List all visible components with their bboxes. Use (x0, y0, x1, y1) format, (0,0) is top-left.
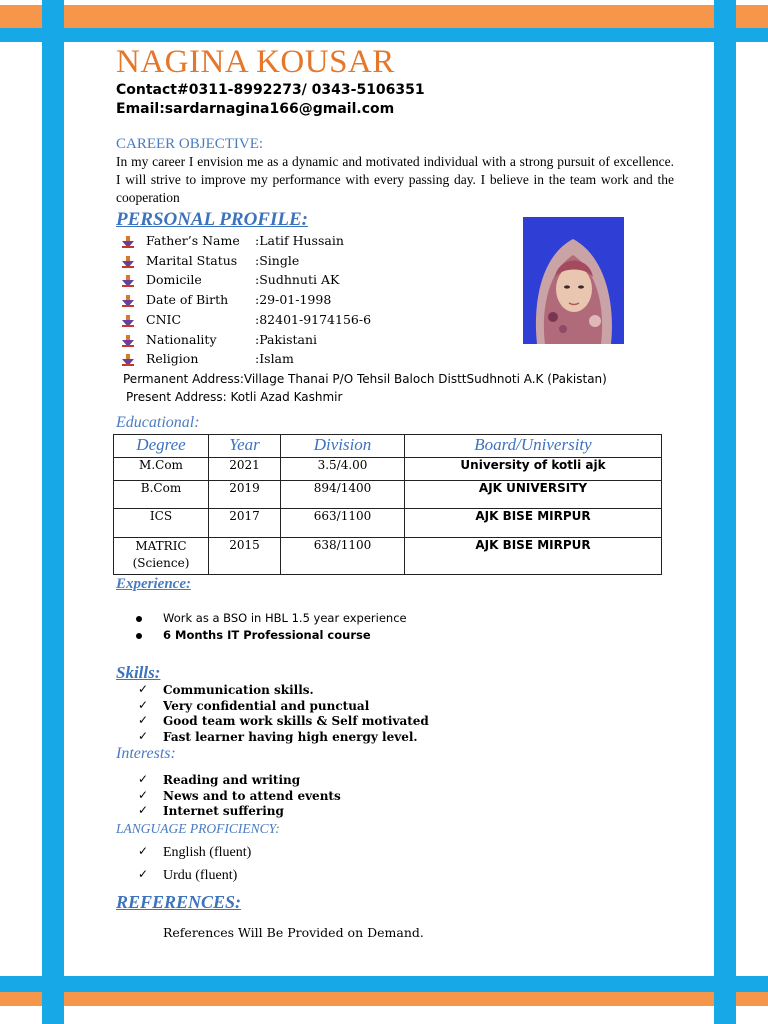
frame-bottom-orange (0, 992, 768, 1006)
profile-label: Father’s Name (146, 233, 240, 248)
profile-value: :Islam (255, 351, 294, 367)
language-heading: LANGUAGE PROFICIENCY: (116, 821, 280, 836)
dot-bullet-icon (136, 616, 142, 622)
degree-cell: MATRIC (Science) (114, 538, 209, 575)
table-row (114, 458, 662, 481)
permanent-address: Permanent Address:Village Thanai P/O Tehsil Baloch DisttSudhnoti A.K (Pakistan) (123, 372, 607, 386)
year-cell: 2015 (209, 538, 281, 575)
checkmark-icon: ✓ (138, 697, 149, 712)
table-row (114, 481, 662, 509)
frame-bottom-blue (0, 976, 768, 992)
col-board: Board/University (405, 435, 662, 458)
profile-label: Date of Birth (146, 292, 229, 308)
arrow-down-bullet-icon (122, 236, 134, 248)
frame-top-blue (0, 28, 768, 42)
division-cell: 894/1400 (281, 481, 405, 509)
contact-block (116, 81, 425, 119)
arrow-down-bullet-icon (122, 295, 134, 307)
table-row (114, 538, 662, 575)
frame-top-orange (0, 5, 768, 28)
list-item: ✓ Very confidential and punctual (138, 697, 370, 713)
arrow-down-bullet-icon (122, 354, 134, 366)
degree-cell: M.Com (114, 458, 209, 481)
list-item: ✓ English (fluent) (138, 844, 252, 860)
list-item: 6 Months IT Professional course (113, 628, 407, 645)
board-cell: AJK BISE MIRPUR (405, 538, 662, 575)
year-cell: 2021 (209, 458, 281, 481)
references-heading: REFERENCES: (116, 892, 242, 912)
col-year: Year (209, 435, 281, 458)
checkmark-icon: ✓ (138, 803, 149, 818)
frame-left-blue (42, 0, 64, 1024)
checkmark-icon: ✓ (138, 772, 149, 786)
dot-bullet-icon (136, 633, 142, 639)
career-objective-heading: CAREER OBJECTIVE: (116, 136, 264, 152)
checkmark-icon: ✓ (138, 844, 149, 858)
list-item: ✓ News and to attend events (138, 787, 341, 803)
degree-cell: ICS (114, 509, 209, 538)
frame-right-blue (714, 0, 736, 1024)
col-division: Division (281, 435, 405, 458)
list-item: ✓ Good team work skills & Self motivated (138, 713, 429, 729)
year-cell: 2017 (209, 509, 281, 538)
arrow-down-bullet-icon (122, 315, 134, 327)
profile-value: :Sudhnuti AK (255, 272, 340, 288)
profile-value: :Single (255, 252, 300, 268)
checkmark-icon: ✓ (138, 867, 149, 881)
board-cell: AJK BISE MIRPUR (405, 509, 662, 538)
profile-label: Nationality (146, 331, 217, 347)
profile-value: :Pakistani (255, 331, 318, 347)
division-cell: 3.5/4.00 (281, 458, 405, 481)
col-degree: Degree (114, 435, 209, 458)
arrow-down-bullet-icon (122, 335, 134, 347)
list-item: ✓ Internet suffering (138, 803, 284, 819)
profile-value: :82401-9174156-6 (255, 311, 372, 327)
list-item: ✓ Communication skills. (138, 682, 314, 697)
profile-value: :Latif Hussain (255, 233, 344, 248)
language-list (138, 845, 251, 891)
board-cell: AJK UNIVERSITY (405, 481, 662, 509)
profile-label: Religion (146, 351, 199, 367)
interests-list (138, 773, 341, 820)
list-item: Work as a BSO in HBL 1.5 year experience (113, 611, 407, 628)
profile-label: Domicile (146, 272, 202, 288)
list-item: ✓ Urdu (fluent) (138, 867, 238, 883)
year-cell: 2019 (209, 481, 281, 509)
profile-label: CNIC (146, 311, 182, 327)
contact-phone: Contact#0311-8992273/ 0343-5106351 (116, 82, 425, 98)
contact-email: Email:sardarnagina166@gmail.com (116, 101, 395, 117)
checkmark-icon: ✓ (138, 713, 149, 728)
experience-heading: Experience: (116, 576, 191, 592)
division-cell: 663/1100 (281, 509, 405, 538)
career-objective-text: In my career I envision me as a dynamic and motivated individual with a strong pursuit of excellence. I will strive to improve my performance with every passing day. I believe in the team work and the cooperation (116, 154, 674, 205)
personal-profile-heading: PERSONAL PROFILE: (116, 209, 308, 230)
checkmark-icon: ✓ (138, 787, 149, 802)
present-address: Present Address: Kotli Azad Kashmir (126, 390, 343, 404)
board-cell: University of kotli ajk (405, 458, 662, 481)
division-cell: 638/1100 (281, 538, 405, 575)
arrow-down-bullet-icon (122, 275, 134, 287)
educational-heading: Educational: (116, 414, 200, 431)
skills-heading: Skills: (116, 663, 161, 682)
table-row (114, 509, 662, 538)
experience-list (113, 611, 407, 645)
references-text: References Will Be Provided on Demand. (163, 925, 424, 940)
education-table (113, 434, 662, 575)
interests-heading: Interests: (116, 745, 176, 762)
candidate-name: NAGINA KOUSAR (116, 44, 395, 80)
list-item: ✓ Fast learner having high energy level. (138, 729, 418, 745)
profile-photo (523, 217, 624, 344)
list-item: ✓ Reading and writing (138, 772, 301, 787)
checkmark-icon: ✓ (138, 729, 149, 744)
profile-value: :29-01-1998 (255, 292, 332, 308)
skills-list (138, 683, 429, 746)
arrow-down-bullet-icon (122, 256, 134, 268)
degree-cell: B.Com (114, 481, 209, 509)
profile-label: Marital Status (146, 252, 238, 268)
checkmark-icon: ✓ (138, 682, 149, 696)
frame-left-white-strip (0, 0, 42, 5)
education-header-row (114, 435, 662, 458)
